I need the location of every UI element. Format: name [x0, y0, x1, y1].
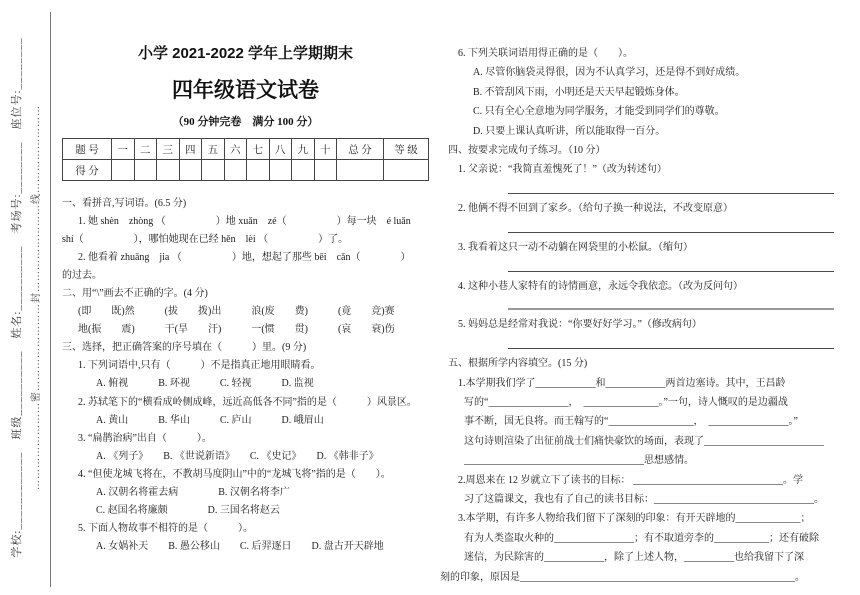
exam-line	[440, 296, 840, 315]
seal-line-text: ……………………密……………………封……………………线……………………	[31, 105, 42, 490]
exam-line: 1. 父亲说：“我简直羞愧死了！”（改为转述句）	[458, 164, 667, 176]
score-table-cell	[269, 160, 292, 181]
score-table-cell: 总 分	[337, 139, 384, 160]
seal-divider-line	[50, 12, 51, 587]
exam-line: (即 既)然 (拔 拨)出 浪(废 费) (竟 竞)赛	[78, 306, 395, 318]
right-column	[440, 44, 840, 587]
right-question-lines	[440, 44, 840, 587]
exam-line: 2. 他俩不得不回到了家乡。（给句子换一种说法，不改变原意）	[458, 203, 733, 215]
exam-line: 5. 下面人物故事不相符的是（ ）。	[78, 522, 253, 534]
exam-line: 4. “但使龙城飞将在，不教胡马度阴山”中的“龙城飞将”指的是（ ）。	[78, 468, 391, 480]
exam-line: 6. 下列关联词语用得正确的是（ ）。	[458, 48, 633, 59]
score-table-cell	[179, 160, 202, 181]
score-table-cell: 四	[179, 139, 202, 160]
exam-line: 一、看拼音,写词语。(6.5 分)	[62, 198, 187, 209]
exam-line: 习了这篇课文，我也有了自己的读书目标：________________________________。	[464, 493, 824, 505]
exam-line: 4. 这种小巷人家特有的诗情画意，永远令我依恋。（改为反问句）	[458, 280, 743, 292]
exam-line: C. 赵国名将廉颇 D. 三国名将赵云	[96, 504, 280, 516]
score-table-cell	[112, 160, 135, 181]
score-table-cell: 二	[134, 139, 157, 160]
exam-session-title: 小学 2021-2022 学年上学期期末	[137, 45, 354, 62]
score-table-cell	[292, 160, 315, 181]
exam-line	[440, 335, 840, 354]
left-question-lines	[62, 195, 429, 556]
exam-line: 2.周恩来在 12 岁就立下了读书的目标： ______________________________。学	[458, 474, 803, 486]
exam-line: 四、按要求完成句子练习。（10 分）	[448, 144, 606, 156]
exam-line: 迷信，为民除害的____________，除了上述人物，__________也给我留下了深	[464, 552, 804, 564]
score-table-cell	[224, 160, 247, 181]
score-table	[62, 138, 429, 181]
exam-line: 刻的印象，原因是_______________________________________________________。	[440, 571, 805, 583]
score-table-cell: 三	[157, 139, 180, 160]
exam-line	[440, 219, 840, 238]
score-table-cell	[202, 160, 225, 181]
left-column	[62, 36, 429, 556]
exam-line: 1. 她 shèn zhòng （ ）地 xuǎn zé（ ）每一块 é luǎn	[78, 216, 411, 228]
exam-line: 5. 妈妈总是经常对我说：“你要好好学习。”（修改病句）	[458, 319, 702, 331]
exam-line: 三、选择，把正确答案的序号填在（ ）里。(9 分)	[62, 342, 307, 354]
exam-line: C. 只有全心全意地为同学服务，才能受到同学们的尊敬。	[473, 106, 725, 118]
exam-line: 3. 我看着这只一动不动躺在网袋里的小松鼠。（缩句）	[458, 241, 693, 253]
exam-line: A. 《列子》 B. 《世说新语》 C. 《史记》 D. 《韩非子》	[96, 450, 379, 462]
score-table-cell: 五	[202, 139, 225, 160]
exam-line: ____________________________________思想感情。	[464, 455, 694, 467]
student-info-fields: 学校:____________ 班级__________ 姓名:__________ 考场号:________ 座位号:________	[11, 37, 23, 558]
exam-paper-title: 四年级语文试卷	[172, 79, 319, 102]
score-table-cell	[157, 160, 180, 181]
score-table-cell	[134, 160, 157, 181]
score-table-cell: 得 分	[63, 160, 112, 181]
score-table-cell: 题 号	[63, 139, 112, 160]
exam-line: 写的“________________， _______________。”一句，诗人慨叹的是边疆战	[464, 397, 788, 409]
score-table-cell: 九	[292, 139, 315, 160]
exam-line: 2. 他看着 zhuāng jia （ ）地，想起了那些 bēi cǎn（ ）	[78, 252, 411, 264]
exam-line: A. 俯视 B. 环视 C. 轻视 D. 监视	[96, 378, 314, 390]
exam-line: 3. “扁鹊治病”出自（ ）。	[78, 432, 212, 444]
exam-line: shí（ ），哪怕她现在已经 hěn lèi （ ）了。	[62, 234, 349, 246]
score-table-header-row	[63, 139, 429, 160]
score-table-cell: 十	[314, 139, 337, 160]
exam-duration-subtitle: （90 分钟完卷 满分 100 分）	[172, 116, 319, 128]
score-table-cell: 七	[247, 139, 270, 160]
exam-line: B. 不管刮风下雨，小明还是天天早起锻炼身体。	[473, 86, 685, 98]
exam-line: 事不断，国无良将。而王翰写的“_________________， ________________。”	[464, 416, 798, 428]
score-table-cell	[384, 160, 429, 181]
exam-line: D. 只要上课认真听讲，所以能取得一百分。	[473, 125, 666, 137]
exam-line	[440, 257, 840, 276]
score-table-cell: 六	[224, 139, 247, 160]
exam-line: 的过去。	[62, 270, 102, 282]
exam-line: 五、根据所学内容填空。(15 分)	[448, 358, 588, 370]
score-table-cell: 八	[269, 139, 292, 160]
exam-line: A. 黄山 B. 华山 C. 庐山 D. 峨眉山	[96, 414, 324, 426]
exam-line: 这句诗则渲染了出征前战士们痛快豪饮的场面，表现了________________________	[464, 435, 824, 447]
score-table-cell	[247, 160, 270, 181]
score-table-cell	[314, 160, 337, 181]
exam-line: 1.本学期我们学了____________和____________两首边塞诗。其中，王昌龄	[458, 377, 786, 389]
score-table-cell: 一	[112, 139, 135, 160]
score-table-cell	[337, 160, 384, 181]
score-table-cell: 等 级	[384, 139, 429, 160]
exam-line: 1. 下列词语中,只有（ ）不是指真正地用眼睛看。	[78, 360, 321, 372]
exam-line: 地(振 震) 干(旱 汗) 一(惯 贯) (哀 衰)伤	[78, 324, 395, 336]
exam-line: 3.本学期，有许多人物给我们留下了深刻的印象：有开天辟地的_____________；	[458, 513, 811, 525]
score-table-score-row	[63, 160, 429, 181]
exam-line: 二、用“\”画去不正确的字。(4 分)	[62, 288, 208, 300]
exam-line: 有为人类盗取火种的________________；有不取道旁李的___________；还有破除	[464, 532, 819, 544]
exam-line: A. 汉朝名将霍去病 B. 汉朝名将李广	[96, 486, 290, 498]
exam-line: 2. 苏轼笔下的“横看成岭侧成峰，远近高低各不同”指的是（ ）风景区。	[78, 396, 417, 408]
exam-line	[440, 180, 840, 199]
exam-line: A. 尽管你脑袋灵得很，因为不认真学习，还是得不到好成绩。	[473, 67, 746, 79]
exam-line: A. 女娲补天 B. 愚公移山 C. 后羿逐日 D. 盘古开天辟地	[96, 540, 384, 552]
